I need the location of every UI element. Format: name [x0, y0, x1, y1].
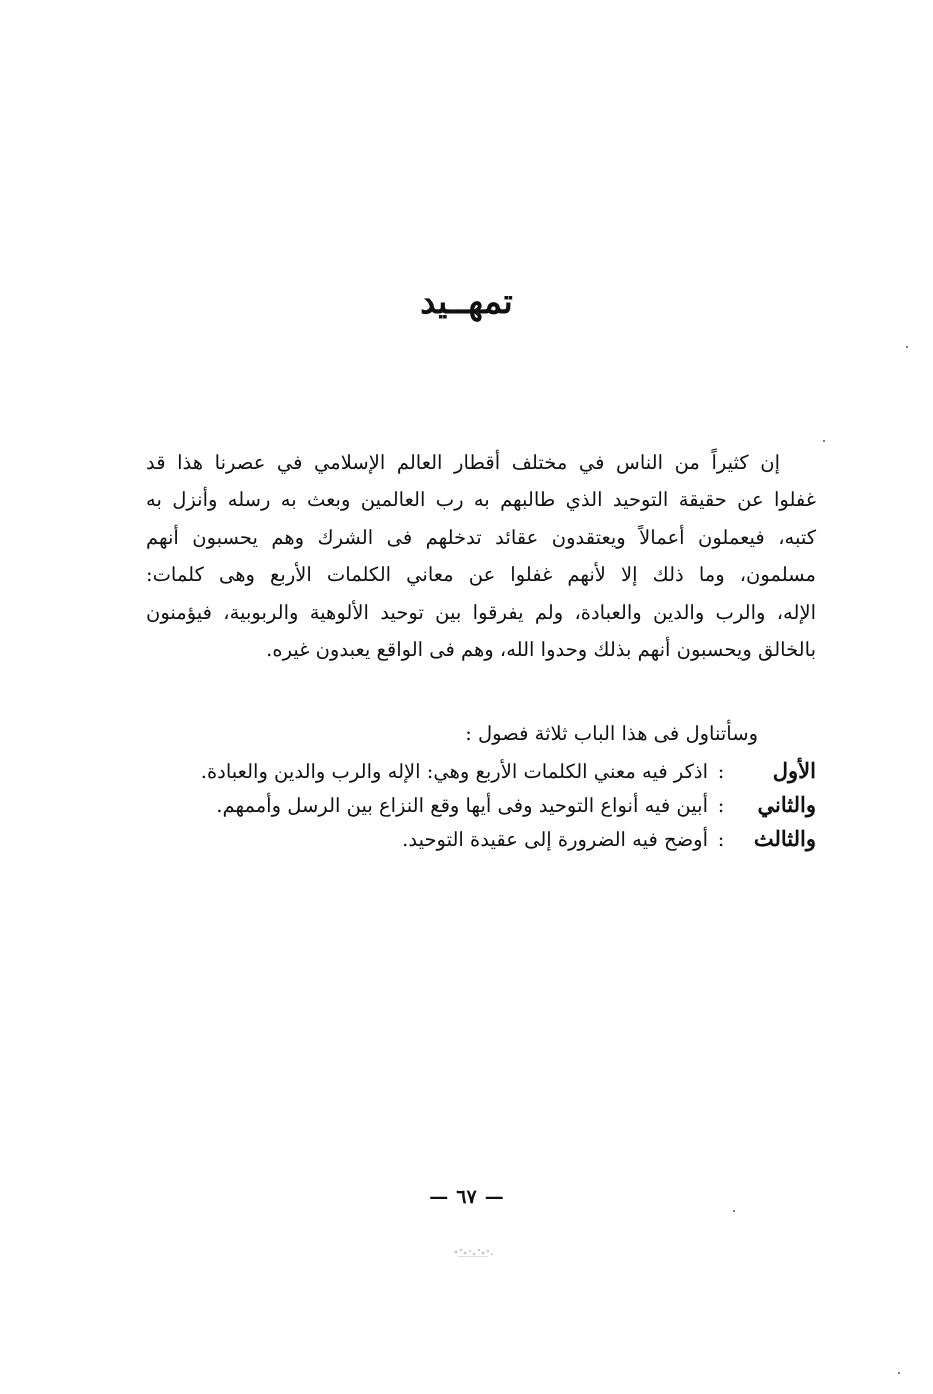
paragraph-line: مسلمون، وما ذلك إلا لأنهم غفلوا عن معاني الكلمات الأربع وهى كلمات: — [146, 563, 816, 587]
chapter-item — [136, 792, 816, 826]
paragraph-line: غفلوا عن حقيقة التوحيد الذي طالبهم به رب العالمين وبعث به رسله وأنزل به — [146, 488, 816, 512]
chapter-colon: : — [717, 794, 725, 817]
section-title-text: تمهــيد — [420, 282, 513, 322]
paper-speck — [906, 346, 908, 348]
faint-library-stamp — [452, 1244, 494, 1260]
chapter-list — [136, 758, 816, 860]
paragraph-line: إن كثيراً من الناس في مختلف أقطار العالم الإسلامي في عصرنا هذا قد — [146, 451, 780, 474]
paragraph-line: كتبه، فيعملون أعمالاً ويعتقدون عقائد تدخلهم فى الشرك وهم يحسبون أنهم — [146, 525, 816, 549]
chapter-label: والثاني — [757, 792, 816, 817]
page-number — [0, 1186, 933, 1208]
chapter-description: اذكر فيه معني الكلمات الأربع وهي: الإله والرب والدين والعبادة. — [200, 760, 708, 783]
page-number-dash: — — [429, 1186, 449, 1208]
paper-speck — [733, 1210, 735, 1212]
chapter-description: أوضح فيه الضرورة إلى عقيدة التوحيد. — [402, 828, 708, 851]
chapter-label: والثالث — [753, 826, 816, 851]
paragraph-line: الإله، والرب والدين والعبادة، ولم يفرقوا بين توحيد الألوهية والربوبية، فيؤمنون — [146, 600, 816, 624]
chapter-label: الأول — [772, 758, 816, 783]
section-title — [0, 282, 933, 322]
chapter-item — [136, 758, 816, 792]
page-number-dash: — — [484, 1186, 504, 1208]
chapter-colon: : — [717, 828, 725, 851]
chapter-item — [136, 826, 816, 860]
chapter-colon: : — [717, 760, 725, 783]
paper-speck — [823, 440, 825, 442]
paper-speck — [898, 1372, 900, 1374]
chapter-description: أبين فيه أنواع التوحيد وفى أيها وقع النزاع بين الرسل وأممهم. — [216, 794, 708, 817]
body-paragraph — [146, 444, 816, 668]
chapters-intro: وسأتناول فى هذا الباب ثلاثة فصول : — [465, 722, 758, 745]
paragraph-line: بالخالق ويحسبون أنهم بذلك وحدوا الله، وهم فى الواقع يعبدون غيره. — [266, 637, 816, 661]
page-number-value: ٦٧ — [456, 1186, 477, 1208]
